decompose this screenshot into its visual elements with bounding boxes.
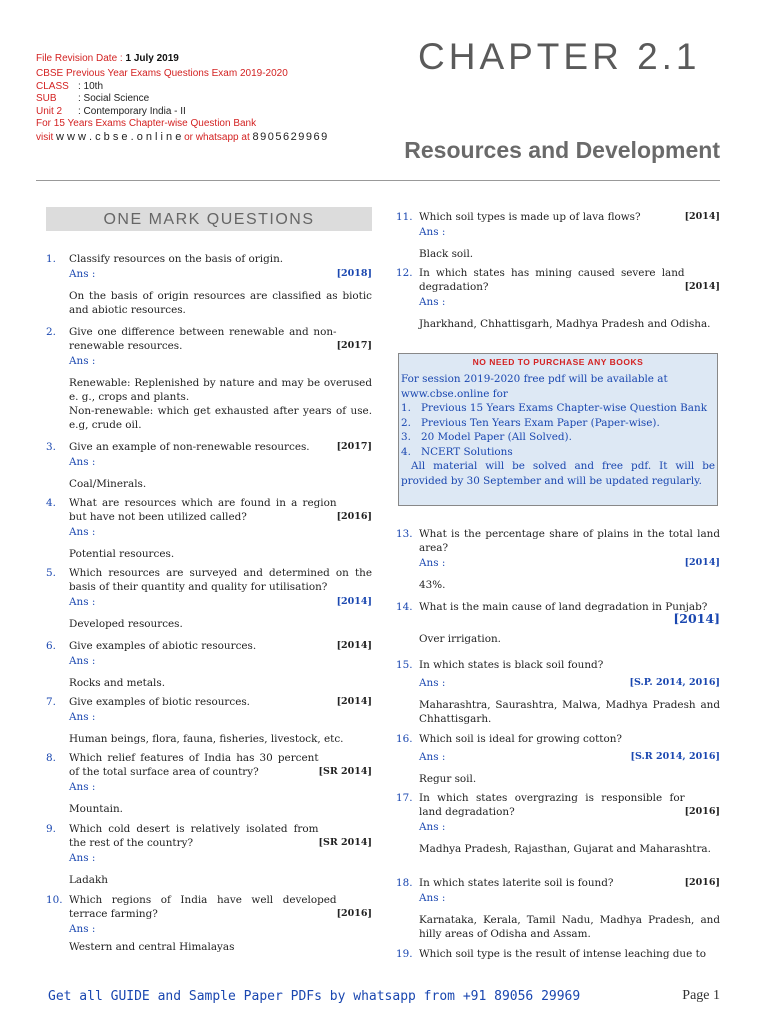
- file-revision-date: File Revision Date : 1 July 2019: [36, 53, 179, 64]
- question-3: 3. [2017] Give an example of non-renewable resources. Ans : Coal/Minerals.: [46, 441, 372, 490]
- question-2: 2. [2017] Give one difference between renewable and non-renewable resources. Ans : Renewable: Replenished by nature and may be overused e. g., crops and plants. Non-renewable: which get exhausted after years of use. e.g, crude oil.: [46, 326, 372, 431]
- chapter-subtitle: Resources and Development: [404, 137, 720, 163]
- question-8: 8. [SR 2014] Which relief features of India has 30 percent of the total surface area of country? Ans : Mountain.: [46, 752, 372, 815]
- question-19: 19. Which soil type is the result of intense leaching due to: [396, 948, 707, 960]
- subject-line: SUB : Social Science: [36, 93, 150, 104]
- notice-item: 3. 20 Model Paper (All Solved).: [401, 431, 572, 443]
- section-heading: ONE MARK QUESTIONS: [46, 207, 372, 231]
- question-7: 7. [2014] Give examples of biotic resources. Ans : Human beings, flora, fauna, fisheries, livestock, etc.: [46, 696, 372, 745]
- page-number: Page 1: [682, 988, 720, 1003]
- class-line: CLASS : 10th: [36, 80, 104, 92]
- question-12: 12. [2014] In which states has mining caused severe land degradation? Ans : Jharkhand, Chhattisgarh, Madhya Pradesh and Odisha.: [396, 267, 720, 330]
- question-1: 1. Classify resources on the basis of origin. Ans : [2018] On the basis of origin resources are classified as biotic and abiotic resources.: [46, 253, 372, 316]
- question-13: 13. What is the percentage share of plains in the total land area? Ans : [2014] 43%.: [396, 528, 720, 591]
- website-link[interactable]: w w w . c b s e . o n l i n e: [56, 130, 182, 143]
- notice-intro: For session 2019-2020 free pdf will be available at www.cbse.online for: [401, 373, 668, 400]
- question-16: 16. Which soil is ideal for growing cotton? Ans : [S.R 2014, 2016] Regur soil.: [396, 733, 720, 785]
- visit-line: visit w w w . c b s e . o n l i n e or whatsapp at 8905629969: [36, 130, 329, 143]
- question-18: 18. [2016] In which states laterite soil is found? Ans : Karnataka, Kerala, Tamil Nadu, Madhya Pradesh, and hilly areas of Odisha and Assam.: [396, 877, 720, 940]
- question-9: 9. [SR 2014] Which cold desert is relatively isolated from the rest of the country? Ans : Ladakh: [46, 823, 372, 886]
- notice-item: 2. Previous Ten Years Exam Paper (Paper-wise).: [401, 416, 660, 429]
- question-6: 6. [2014] Give examples of abiotic resources. Ans : Rocks and metals.: [46, 640, 372, 689]
- question-10: 10. [2016] Which regions of India have well developed terrace farming? Ans : Western and central Himalayas: [46, 894, 372, 953]
- footer-text: Get all GUIDE and Sample Paper PDFs by whatsapp from +91 89056 29969: [48, 989, 581, 1004]
- notice-heading: NO NEED TO PURCHASE ANY BOOKS: [472, 357, 644, 367]
- question-bank-line: For 15 Years Exams Chapter-wise Question Bank: [36, 118, 257, 129]
- header-divider: [36, 180, 720, 181]
- header-info: [36, 68, 329, 144]
- question-5: 5. Which resources are surveyed and determined on the basis of their quantity and quality for utilisation? Ans : [2014] Developed resources.: [46, 567, 372, 630]
- question-11: 11. [2014] Which soil types is made up of lava flows? Ans : Black soil.: [396, 211, 720, 260]
- exam-title: CBSE Previous Year Exams Questions Exam 2019-2020: [36, 68, 288, 79]
- free-pdf-notice: [398, 353, 718, 506]
- question-14: 14. What is the main cause of land degradation in Punjab? [2014] Over irrigation.: [396, 601, 720, 645]
- chapter-title: CHAPTER 2.1: [418, 36, 701, 77]
- question-17: 17. [2016] In which states overgrazing is responsible for land degradation? Ans : Madhya Pradesh, Rajasthan, Gujarat and Maharashtra.: [396, 792, 720, 855]
- unit-line: Unit 2 : Contemporary India - II: [36, 105, 186, 117]
- question-15: 15. In which states is black soil found? Ans : [S.P. 2014, 2016] Maharashtra, Saurashtra, Malwa, Madhya Pradesh and Chhattisgarh.: [396, 659, 720, 725]
- whatsapp-number: 8905629969: [252, 130, 329, 143]
- question-4: 4. [2016] What are resources which are found in a region but have not been utilized called? Ans : Potential resources.: [46, 497, 372, 560]
- notice-tail: All material will be solved and free pdf. It will be provided by 30 September and will be updated regularly.: [401, 460, 715, 487]
- notice-item: 1. Previous 15 Years Exams Chapter-wise Question Bank: [401, 402, 707, 414]
- notice-item: 4. NCERT Solutions: [401, 445, 513, 458]
